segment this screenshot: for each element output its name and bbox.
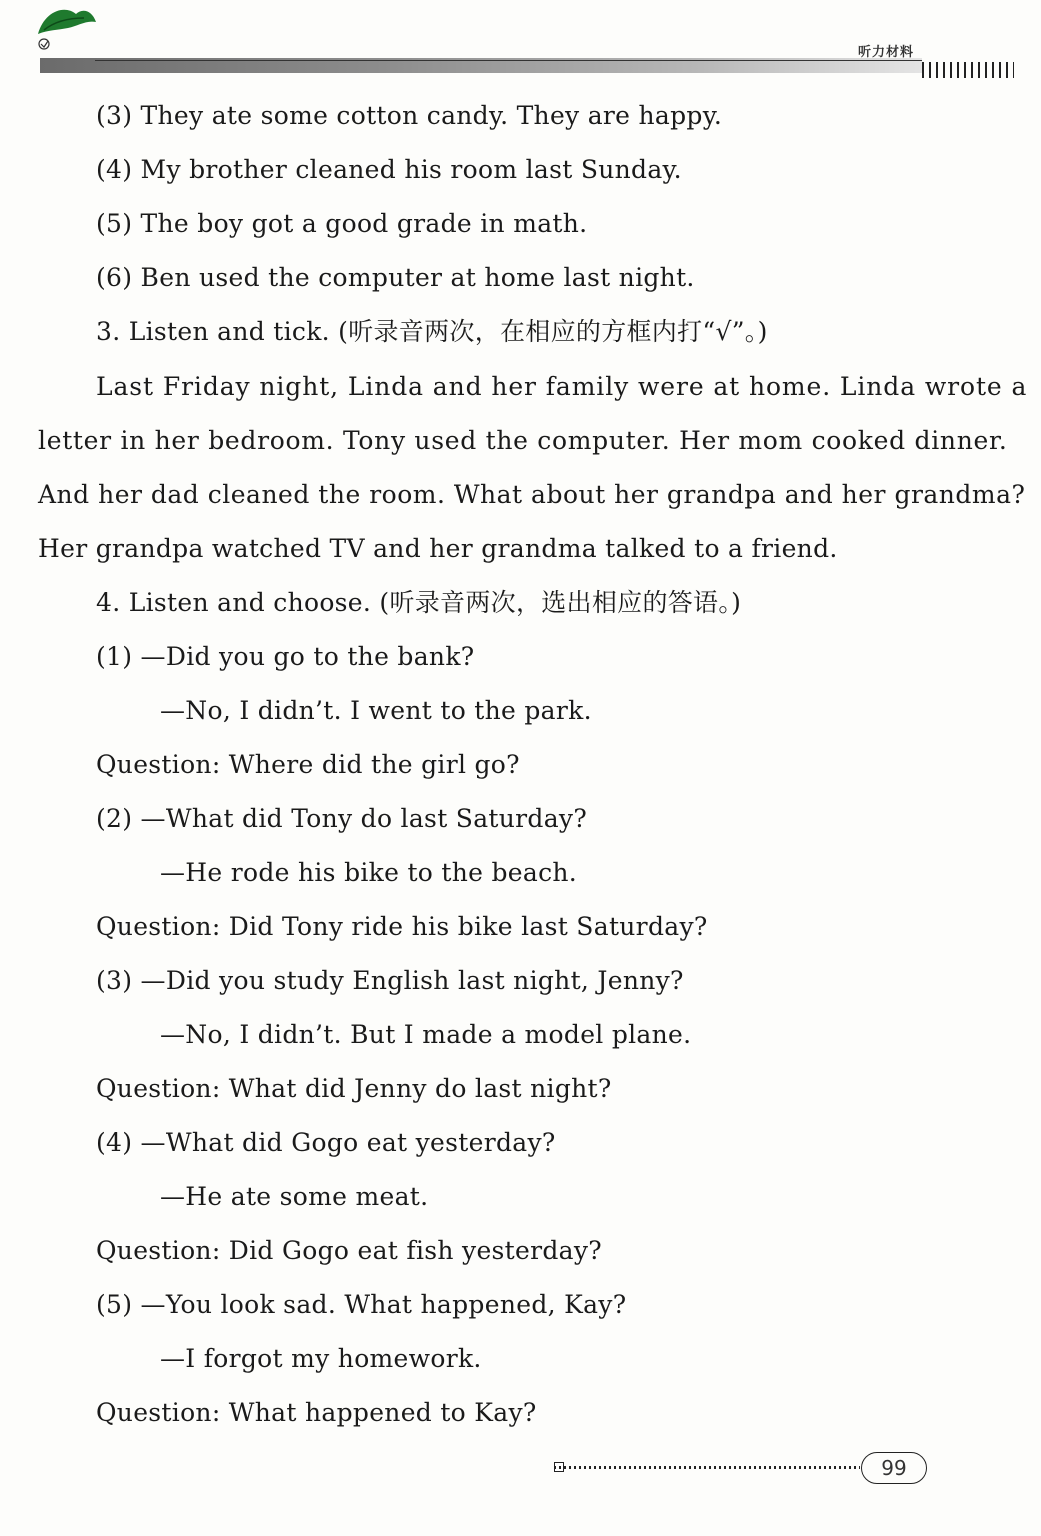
question-line: Question: What did Jenny do last night? [96,1074,612,1103]
dialogue-line: —No, I didn’t. But I made a model plane. [160,1020,692,1049]
dialogue-line: (4) —What did Gogo eat yesterday? [96,1128,556,1157]
dialogue-line: (2) —What did Tony do last Saturday? [96,804,588,833]
page-header [0,0,1041,90]
paragraph-line: Her grandpa watched TV and her grandma talked to a friend. [38,534,838,563]
question-line: Question: Did Tony ride his bike last Saturday? [96,912,708,941]
section-heading: 3. Listen and tick. (听录音两次，在相应的方框内打“√”。) [96,317,768,346]
leaf-logo-icon [34,4,98,52]
question-line: Question: What happened to Kay? [96,1398,537,1427]
dialogue-line: (3) —Did you study English last night, Jenny? [96,966,684,995]
header-rule [95,60,922,61]
question-line: Question: Did Gogo eat fish yesterday? [96,1236,602,1265]
question-line: Question: Where did the girl go? [96,750,520,779]
paragraph-line: letter in her bedroom. Tony used the computer. Her mom cooked dinner. [38,426,1008,455]
paragraph-line: Last Friday night, Linda and her family were at home. Linda wrote a [96,372,1028,401]
section-heading: 4. Listen and choose. (听录音两次，选出相应的答语。) [96,588,742,617]
text-line: (4) My brother cleaned his room last Sunday. [96,155,682,184]
text-line: (6) Ben used the computer at home last night. [96,263,695,292]
dialogue-line: —No, I didn’t. I went to the park. [160,696,592,725]
dialogue-line: —He rode his bike to the beach. [160,858,578,887]
header-ticks [922,62,1014,78]
section-title: 听力材料 [858,45,915,60]
dialogue-line: (1) —Did you go to the bank? [96,642,475,671]
dialogue-line: —He ate some meat. [160,1182,429,1211]
text-line: (3) They ate some cotton candy. They are happy. [96,101,723,130]
footer-dotted-rule [554,1466,860,1469]
dialogue-line: (5) —You look sad. What happened, Kay? [96,1290,627,1319]
dialogue-line: —I forgot my homework. [160,1344,482,1373]
text-line: (5) The boy got a good grade in math. [96,209,588,238]
paragraph-line: And her dad cleaned the room. What about her grandpa and her grandma? [38,480,1026,509]
page-number: 99 [861,1452,927,1484]
